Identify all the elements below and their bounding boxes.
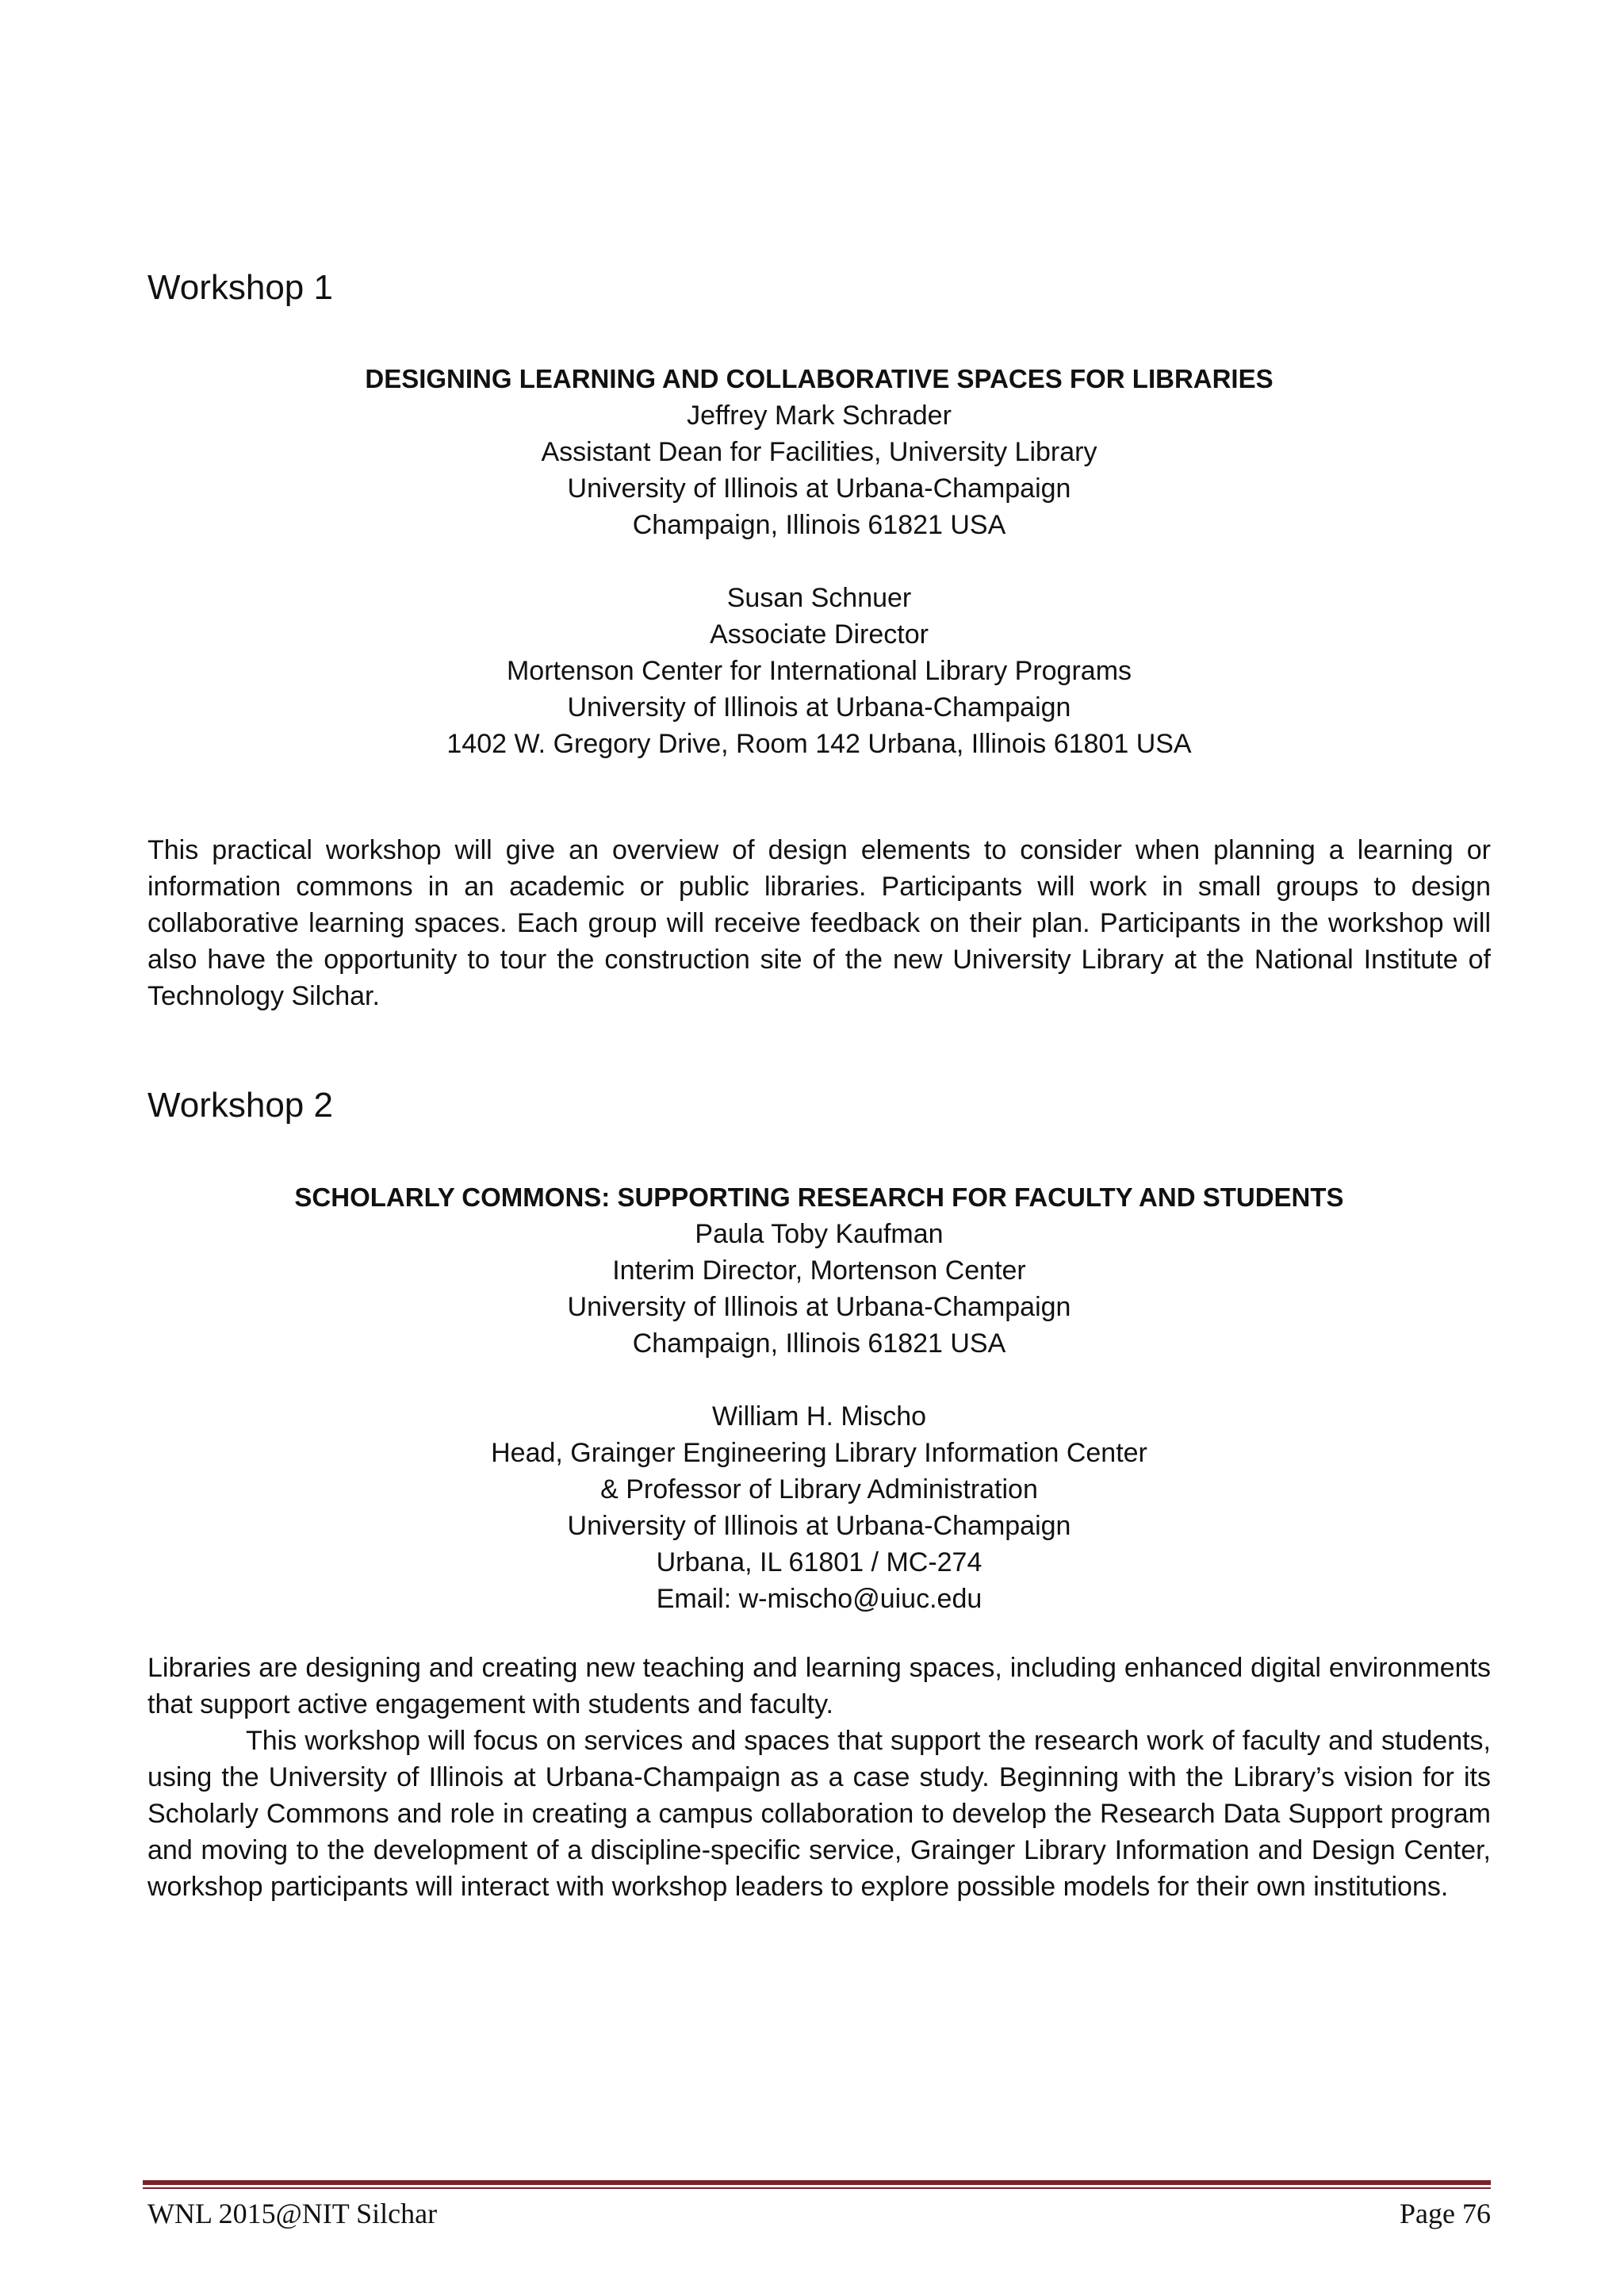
footer-rule (143, 2180, 1491, 2185)
footer-rule-thin (143, 2187, 1491, 2189)
workshop-2-description (147, 1650, 1491, 1905)
presenter-institution: University of Illinois at Urbana-Champaign (567, 692, 1071, 723)
presenter-department: Mortenson Center for International Library Programs (506, 656, 1132, 686)
workshop-1-description (147, 832, 1491, 1014)
presenter-position: Head, Grainger Engineering Library Information Center (491, 1438, 1147, 1468)
presenter-name: Jeffrey Mark Schrader (687, 401, 952, 431)
workshop-1-details (147, 361, 1491, 762)
footer-conference: WNL 2015@NIT Silchar (147, 2198, 438, 2229)
paragraph: This workshop will focus on services and spaces that support the research work of faculty and students, using the University of Illinois at Urbana-Champaign as a case study. Beginning with the Library’s vision for its Scholarly Commons and role in creating a campus collaboration to develop the Research Data Support program and moving to the development of a discipline-specific service, Grainger Library Information and Design Center, workshop participants will interact with workshop leaders to explore possible models for their own institutions. (147, 1726, 1491, 1902)
presenter-name: Susan Schnuer (726, 583, 912, 613)
page-number: Page 76 (1400, 2198, 1491, 2229)
presenter-position: & Professor of Library Administration (600, 1474, 1038, 1504)
presenter-email: Email: w-mischo@uiuc.edu (656, 1584, 982, 1614)
presenter-institution: University of Illinois at Urbana-Champaign (567, 1292, 1071, 1322)
presenter-institution: University of Illinois at Urbana-Champaign (567, 1511, 1071, 1541)
workshop-1-title: DESIGNING LEARNING AND COLLABORATIVE SPACES FOR LIBRARIES (365, 364, 1274, 393)
presenter-position: Interim Director, Mortenson Center (612, 1255, 1026, 1286)
workshop-1-heading: Workshop 1 (147, 268, 333, 307)
workshop-2-details (147, 1179, 1491, 1617)
presenter-address: 1402 W. Gregory Drive, Room 142 Urbana, Illinois 61801 USA (446, 729, 1192, 759)
presenter-address: Urbana, IL 61801 / MC-274 (656, 1547, 982, 1577)
presenter-position: Associate Director (710, 619, 929, 650)
workshop-2-title: SCHOLARLY COMMONS: SUPPORTING RESEARCH FOR FACULTY AND STUDENTS (294, 1182, 1344, 1212)
presenter-name: Paula Toby Kaufman (695, 1219, 944, 1249)
presenter-address: Champaign, Illinois 61821 USA (632, 510, 1006, 540)
workshop-2-heading: Workshop 2 (147, 1086, 333, 1125)
presenter-position: Assistant Dean for Facilities, University Library (541, 437, 1097, 467)
presenter-institution: University of Illinois at Urbana-Champaign (567, 473, 1071, 504)
presenter-address: Champaign, Illinois 61821 USA (632, 1328, 1006, 1359)
presenter-name: William H. Mischo (711, 1401, 927, 1432)
paragraph: This practical workshop will give an overview of design elements to consider when planning a learning or information commons in an academic or public libraries. Participants will work in small groups to design collaborative learning spaces. Each group will receive feedback on their plan. Participants in the workshop will also have the opportunity to tour the construction site of the new University Library at the National Institute of Technology Silchar. (147, 835, 1491, 1011)
paragraph: Libraries are designing and creating new teaching and learning spaces, including enhanced digital environments that support active engagement with students and faculty. (147, 1653, 1491, 1719)
